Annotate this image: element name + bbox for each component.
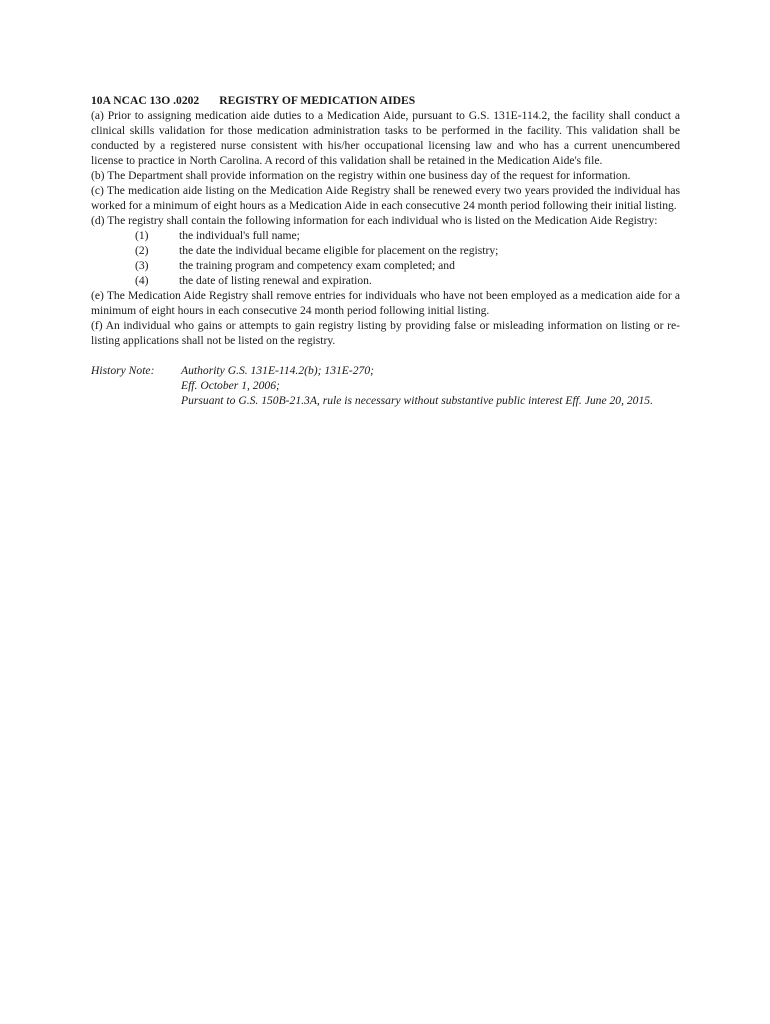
list-item-number: (2) [135,244,149,257]
history-authority: Authority G.S. 131E-114.2(b); 131E-270; [181,364,374,377]
rule-title: REGISTRY OF MEDICATION AIDES [219,94,416,107]
list-item-text: the date the individual became eligible for placement on the registry; [179,244,499,257]
list-item-text: the individual's full name; [179,229,300,242]
list-item-number: (4) [135,274,149,287]
paragraph-f: (f) An individual who gains or attempts to gain registry listing by providing false or misleading information on listing or re-listing applications shall not be listed on the registry. [91,319,680,347]
list-item-number: (1) [135,229,149,242]
paragraph-a: (a) Prior to assigning medication aide duties to a Medication Aide, pursuant to G.S. 131E-114.2, the facility shall conduct a clinical skills validation for those medication administration tasks to be performed in the facility. This validation shall be conducted by a registered nurse consistent with his/her occupational licensing law and who has a current unencumbered license to practice in North Carolina. A record of this validation shall be retained in the Medication Aide's file. [91,109,680,167]
paragraph-d: (d) The registry shall contain the following information for each individual who is listed on the Medication Aide Registry: [91,214,658,227]
list-item [91,258,680,273]
list-item-text: the date of listing renewal and expiration. [179,274,372,287]
history-effective: Eff. October 1, 2006; [181,379,280,392]
list-item-text: the training program and competency exam completed; and [179,259,455,272]
paragraph-b: (b) The Department shall provide information on the registry within one business day of the request for information. [91,169,631,182]
document-page [91,93,680,408]
history-note [91,363,680,408]
registry-info-list [91,228,680,288]
paragraph-c: (c) The medication aide listing on the Medication Aide Registry shall be renewed every two years provided the individual has worked for a minimum of eight hours as a Medication Aide in each consecutive 24 month period following their initial listing. [91,184,680,212]
list-item [91,228,680,243]
rule-number: 10A NCAC 13O .0202 [91,94,200,107]
paragraph-e: (e) The Medication Aide Registry shall remove entries for individuals who have not been employed as a medication aide for a minimum of eight hours in each consecutive 24 month period following initial listing. [91,289,680,317]
rule-heading [91,93,680,108]
list-item [91,273,680,288]
list-item [91,243,680,258]
history-note-body [181,363,680,408]
history-pursuant: Pursuant to G.S. 150B-21.3A, rule is necessary without substantive public interest Eff. June 20, 2015. [181,394,653,407]
history-note-label: History Note: [91,364,155,377]
list-item-number: (3) [135,259,149,272]
